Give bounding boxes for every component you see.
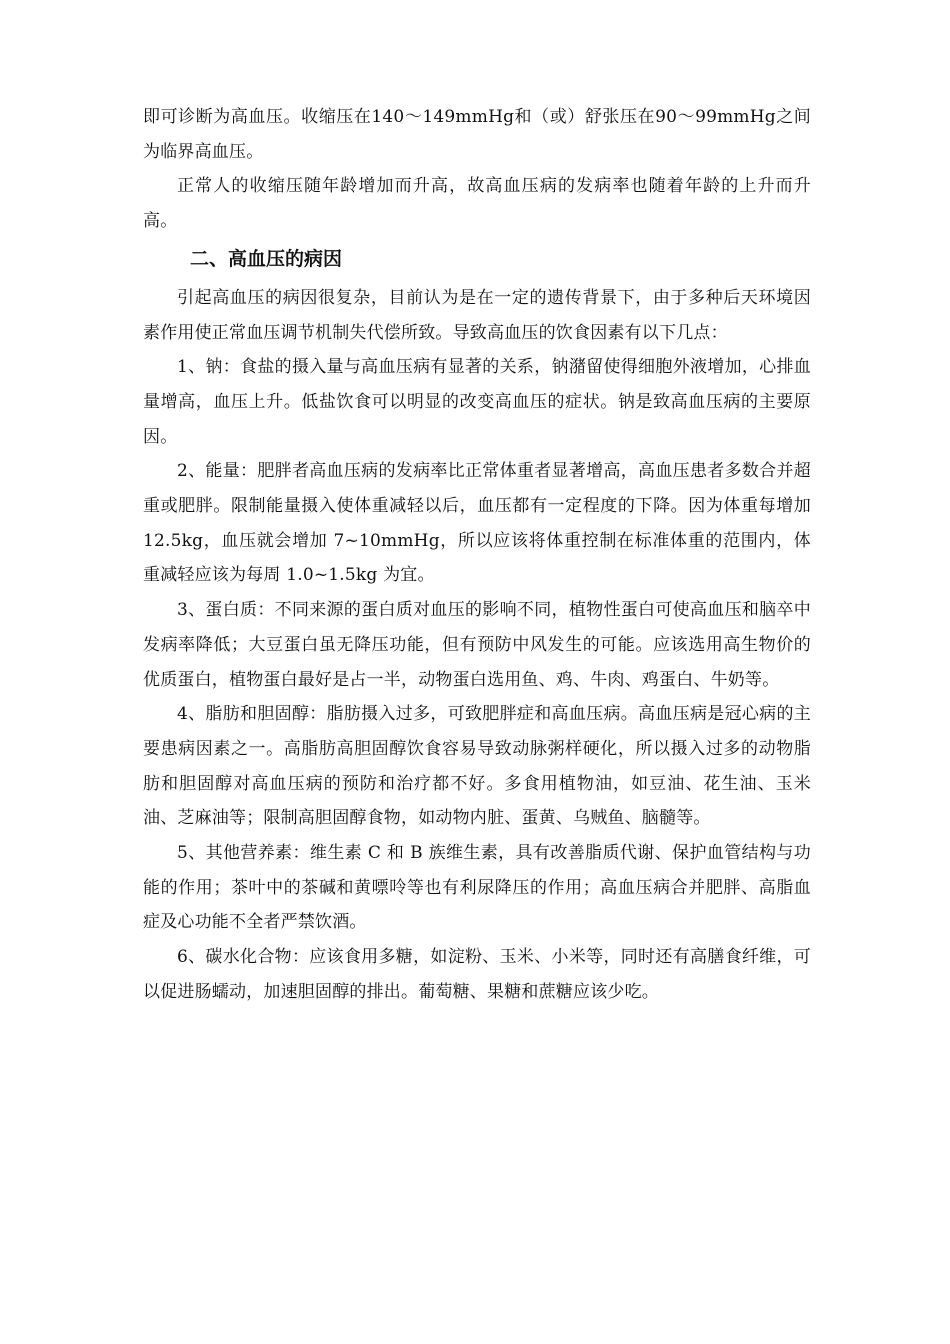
paragraph-causes-intro: 引起高血压的病因很复杂，目前认为是在一定的遗传背景下，由于多种后天环境因素作用使正常血压调节机制失代偿所致。导致高血压的饮食因素有以下几点：	[143, 287, 811, 343]
paragraph-energy: 2、能量：肥胖者高血压病的发病率比正常体重者显著增高，高血压患者多数合并超重或肥胖。限制能量摄入使体重减轻以后，血压都有一定程度的下降。因为体重每增加 12.5kg，血压就会增加 7~10mmHg，所以应该将体重控制在标准体重的范围内，体重减轻应该为每周 1.0~1.5kg 为宜。	[143, 461, 811, 586]
paragraph-sodium: 1、钠：食盐的摄入量与高血压病有显著的关系，钠潴留使得细胞外液增加，心排血量增高，血压上升。低盐饮食可以明显的改变高血压的症状。钠是致高血压病的主要原因。	[143, 357, 811, 447]
document-body	[143, 100, 811, 1010]
section-heading-causes: 二、高血压的病因	[190, 247, 343, 270]
paragraph-age-relation: 正常人的收缩压随年龄增加而升高，故高血压病的发病率也随着年龄的上升而升高。	[143, 176, 811, 232]
paragraph-protein: 3、蛋白质：不同来源的蛋白质对血压的影响不同，植物性蛋白可使高血压和脑卒中发病率降低；大豆蛋白虽无降压功能，但有预防中风发生的可能。应该选用高生物价的优质蛋白，植物蛋白最好是占一半，动物蛋白选用鱼、鸡、牛肉、鸡蛋白、牛奶等。	[143, 600, 811, 690]
paragraph-other-nutrients: 5、其他营养素：维生素 C 和 B 族维生素，具有改善脂质代谢、保护血管结构与功能的作用；茶叶中的茶碱和黄嘌呤等也有利尿降压的作用；高血压病合并肥胖、高脂血症及心功能不全者严禁饮酒。	[143, 843, 811, 933]
paragraph-diagnosis-continuation: 即可诊断为高血压。收缩压在140～149mmHg和（或）舒张压在90～99mmHg之间为临界高血压。	[143, 107, 811, 162]
paragraph-carbohydrates: 6、碳水化合物：应该食用多糖，如淀粉、玉米、小米等，同时还有高膳食纤维，可以促进肠蠕动，加速胆固醇的排出。葡萄糖、果糖和蔗糖应该少吃。	[143, 947, 811, 1002]
paragraph-fat-cholesterol: 4、脂肪和胆固醇：脂肪摄入过多，可致肥胖症和高血压病。高血压病是冠心病的主要患病因素之一。高脂肪高胆固醇饮食容易导致动脉粥样硬化，所以摄入过多的动物脂肪和胆固醇对高血压病的预防和治疗都不好。多食用植物油，如豆油、花生油、玉米油、芝麻油等；限制高胆固醇食物，如动物内脏、蛋黄、乌贼鱼、脑髓等。	[143, 704, 811, 829]
